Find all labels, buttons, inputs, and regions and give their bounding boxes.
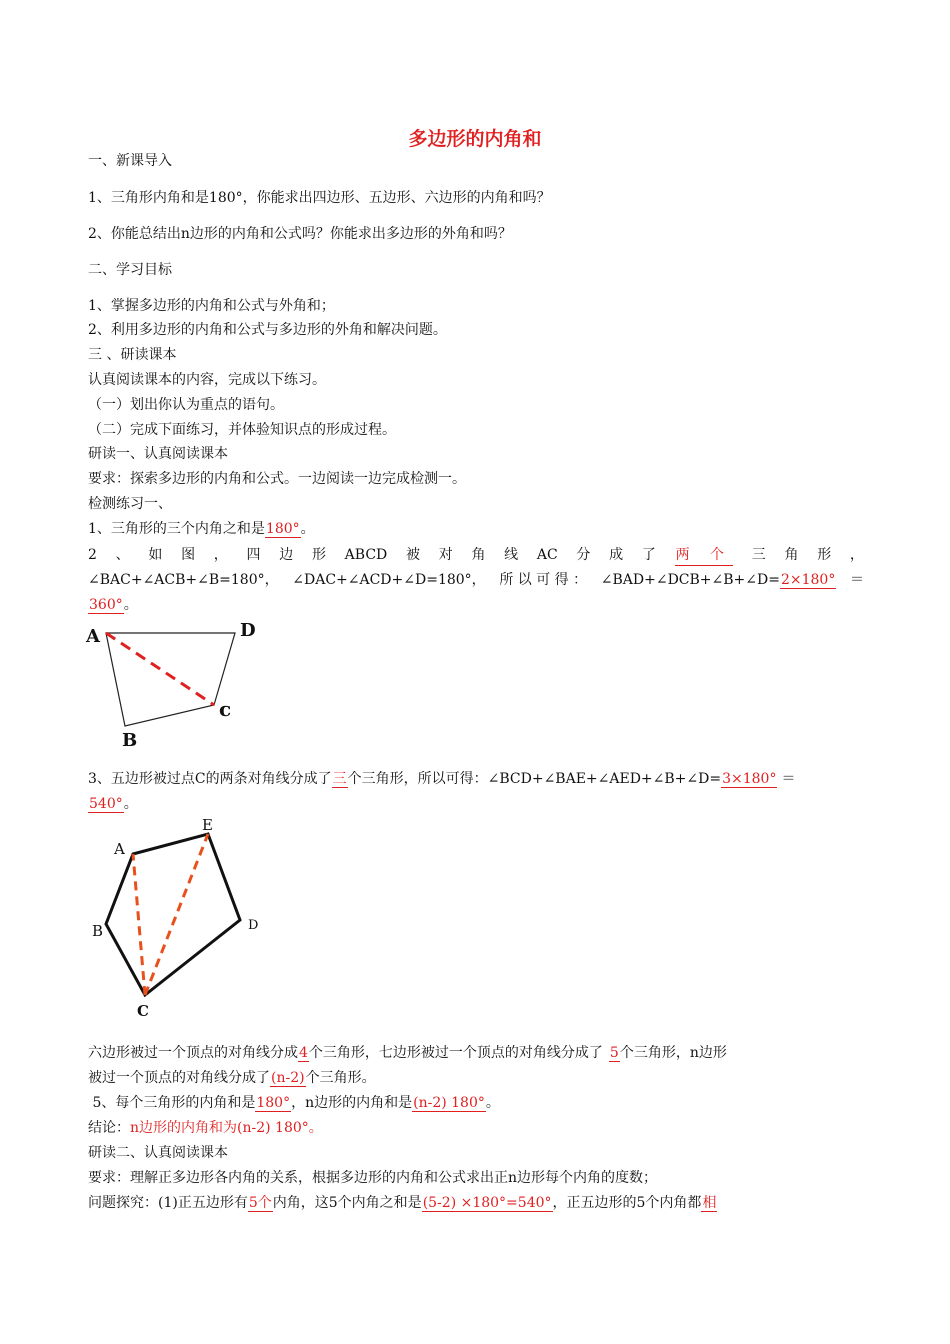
vertex-label-d: D xyxy=(240,620,256,641)
ex2-word: 形 xyxy=(817,547,832,563)
vertex-label-b: B xyxy=(92,922,104,940)
ex2-angle-sum-1: ∠BAC+∠ACB+∠B=180°， xyxy=(88,572,279,588)
exercise-2-line-3 xyxy=(88,595,864,615)
ex3-end: 。 xyxy=(123,796,138,812)
section3-heading: 三 、研读课本 xyxy=(88,347,177,363)
ex2-end: 。 xyxy=(123,597,138,613)
read2-title: 研读二、认真阅读课本 xyxy=(88,1145,228,1161)
vertex-label-e: E xyxy=(202,816,213,834)
ex2-word: 线 xyxy=(504,547,519,563)
goal-1: 1、掌握多边形的内角和公式与外角和； xyxy=(88,298,335,314)
ex2-word: 成 xyxy=(609,547,624,563)
vertex-label-b: B xyxy=(122,730,138,751)
ex3-text-2: 个三角形，所以可得：∠BCD+∠BAE+∠AED+∠B+∠D= xyxy=(347,771,722,787)
diagonal-ac xyxy=(106,633,214,705)
inquiry-blank-count: 5个 xyxy=(248,1195,272,1211)
exercise-3-line-1 xyxy=(88,769,864,789)
exercise-3-line-2 xyxy=(88,794,864,814)
read1-requirement: 要求：探索多边形的内角和公式。一边阅读一边完成检测一。 xyxy=(88,471,466,487)
ex2-angle-sum-2: ∠DAC+∠ACD+∠D=180°， xyxy=(292,572,486,588)
inquiry-text-1: 问题探究：(1)正五边形有 xyxy=(88,1195,248,1211)
ex2-word: 分 xyxy=(576,547,591,563)
ex4-text-5: 个三角形。 xyxy=(305,1070,376,1086)
ex2-blank-360: 360° xyxy=(89,597,123,613)
ex2-word: ABCD xyxy=(344,547,388,563)
ex4-blank-5: 5 xyxy=(609,1045,619,1061)
inquiry-text-2: 内角，这5个内角之和是 xyxy=(272,1195,422,1211)
section2-heading: 二、学习目标 xyxy=(88,262,172,278)
inquiry-blank-equal: 相 xyxy=(702,1195,717,1211)
conclusion-label: 结论： xyxy=(88,1120,130,1136)
exercise-1-text: 1、三角形的三个内角之和是 xyxy=(88,521,265,537)
read1-title: 研读一、认真阅读课本 xyxy=(88,446,228,462)
conclusion xyxy=(88,1118,864,1138)
ex2-result-group xyxy=(601,570,837,590)
ex2-word: 边 xyxy=(279,547,294,563)
quadrilateral-figure xyxy=(82,616,272,752)
intro-question-1: 1、三角形内角和是180°，你能求出四边形、五边形、六边形的内角和吗？ xyxy=(88,190,551,206)
ex3-blank-540: 540° xyxy=(89,796,123,812)
exercise-2-line-1 xyxy=(88,545,864,566)
ex5-text-1: 5、每个三角形的内角和是 xyxy=(88,1095,256,1111)
check1-title: 检测练习一、 xyxy=(88,496,172,512)
step-2: （二）完成下面练习，并体验知识点的形成过程。 xyxy=(88,422,396,438)
vertex-label-a: A xyxy=(86,626,100,647)
ex4-blank-n-2: (n-2) xyxy=(271,1070,305,1086)
vertex-label-c: c xyxy=(219,697,232,721)
intro-question-2: 2、你能总结出n边形的内角和公式吗？你能求出多边形的外角和吗？ xyxy=(88,226,512,242)
ex2-word: 角 xyxy=(471,547,486,563)
ex4-text-1: 六边形被过一个顶点的对角线分成 xyxy=(88,1045,298,1061)
exercise-1-answer: 180° xyxy=(265,521,300,537)
ex2-word: ， xyxy=(849,547,864,563)
ex2-word: 形 xyxy=(311,547,326,563)
goal-2: 2、利用多边形的内角和公式与多边形的外角和解决问题。 xyxy=(88,322,447,338)
section3-intro: 认真阅读课本的内容，完成以下练习。 xyxy=(88,372,326,388)
ex2-word: 图 xyxy=(181,547,196,563)
inquiry-blank-sum: (5-2) ×180°=540° xyxy=(422,1195,552,1211)
step-1: （一）划出你认为重点的语句。 xyxy=(88,397,284,413)
ex5-blank-formula: (n-2) 180° xyxy=(413,1095,485,1111)
ex3-text-1: 3、五边形被过点C的两条对角线分成了 xyxy=(88,771,332,787)
ex2-word: 四 xyxy=(246,547,261,563)
ex2-word: 三 xyxy=(751,547,766,563)
ex3-blank-three: 三 xyxy=(332,771,347,787)
pentagon-outline xyxy=(106,834,240,995)
vertex-label-d: D xyxy=(248,918,259,933)
section1-heading: 一、新课导入 xyxy=(88,153,172,169)
vertex-label-a: A xyxy=(114,840,125,858)
ex5-blank-180: 180° xyxy=(256,1095,291,1111)
ex2-word: 了 xyxy=(641,547,656,563)
ex2-word: 被 xyxy=(406,547,420,563)
ex2-result-left: ∠BAD+∠DCB+∠B+∠D= xyxy=(600,572,780,588)
exercise-5 xyxy=(88,1093,864,1113)
ex2-word: 2 xyxy=(88,547,97,563)
exercise-4-line-1 xyxy=(88,1043,864,1063)
ex4-blank-4: 4 xyxy=(299,1045,308,1061)
vertex-label-c: C xyxy=(137,1002,149,1020)
ex2-word: 对 xyxy=(438,547,453,563)
ex4-text-2: 个三角形，七边形被过一个顶点的对角线分成了 xyxy=(308,1045,603,1061)
ex2-word: 角 xyxy=(784,547,799,563)
ex2-word: ， xyxy=(213,547,228,563)
ex2-blank-2x180: 2×180° xyxy=(780,572,836,588)
ex2-so: 所 以 可 得 ： xyxy=(499,572,588,588)
pentagon-figure xyxy=(86,814,276,1024)
ex2-word: 如 xyxy=(148,547,163,563)
page-title: 多边形的内角和 xyxy=(408,128,542,150)
ex4-text-3: 个三角形，n边形 xyxy=(619,1045,727,1061)
ex2-word: 、 xyxy=(115,547,130,563)
ex2-word: AC xyxy=(536,547,558,563)
ex2-equals: ＝ xyxy=(849,572,864,588)
ex5-text-3: 。 xyxy=(485,1095,500,1111)
ex4-text-4: 被过一个顶点的对角线分成了 xyxy=(88,1070,270,1086)
exercise-1-end: 。 xyxy=(300,521,315,537)
inquiry-line xyxy=(88,1193,864,1213)
exercise-4-line-2 xyxy=(88,1068,864,1088)
ex5-text-2: ，n边形的内角和是 xyxy=(291,1095,413,1111)
exercise-2-line-2 xyxy=(88,570,864,590)
read2-requirement: 要求：理解正多边形各内角的关系，根据多边形的内角和公式求出正n边形每个内角的度数； xyxy=(88,1170,658,1186)
ex3-blank-3x180: 3×180° xyxy=(722,771,777,787)
inquiry-text-3: ，正五边形的5个内角都 xyxy=(552,1195,702,1211)
ex3-equals: ＝ xyxy=(781,771,796,787)
conclusion-text: n边形的内角和为(n-2) 180°。 xyxy=(130,1120,323,1136)
ex2-blank-triangles: 两 个 xyxy=(675,545,733,566)
exercise-1 xyxy=(88,519,864,539)
